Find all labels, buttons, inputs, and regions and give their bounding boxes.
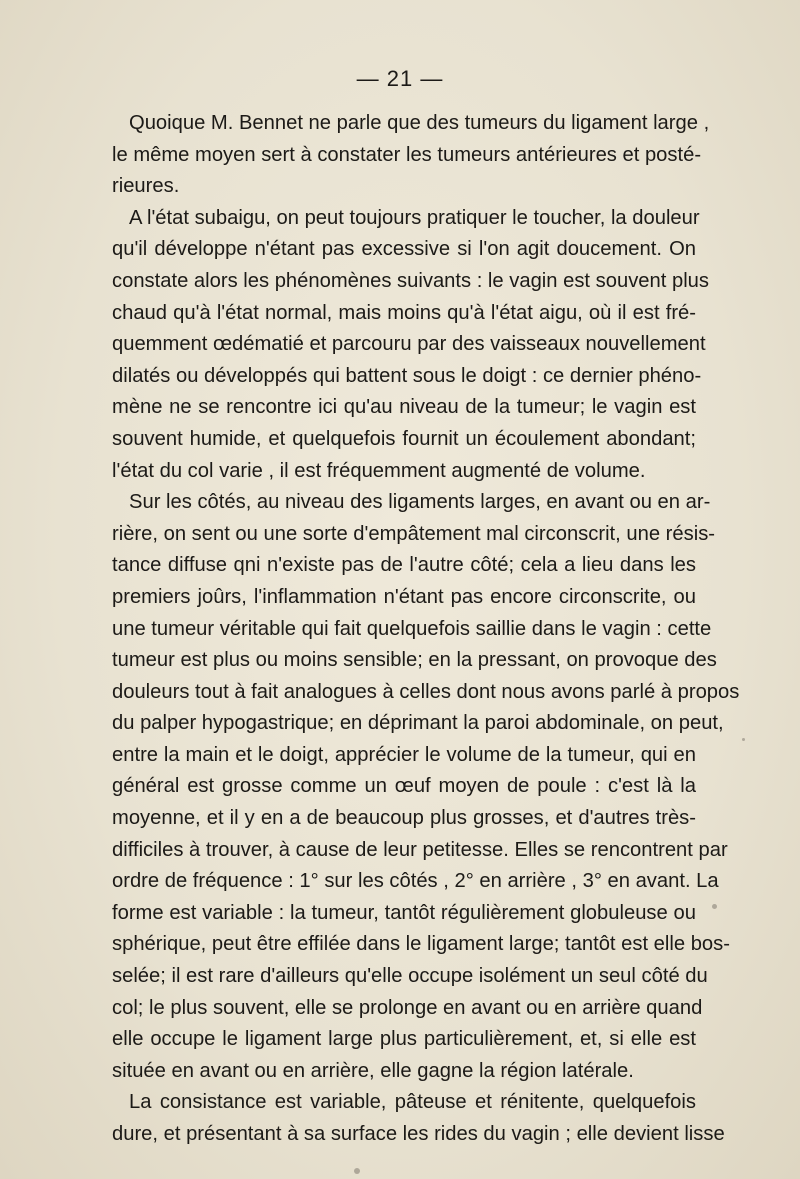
text-line: rière, on sent ou une sorte d'empâtement mal circonscrit, une résis- bbox=[112, 522, 716, 545]
text-line: Sur les côtés, au niveau des ligaments larges, en avant ou en ar- bbox=[129, 491, 711, 514]
text-line: dure, et présentant à sa surface les rides du vagin ; elle devient lisse bbox=[112, 1123, 725, 1145]
text-line: entre la main et le doigt, apprécier le volume de la tumeur, qui en bbox=[112, 743, 696, 766]
text-line: premiers joûrs, l'inflammation n'étant pas encore circonscrite, ou bbox=[112, 585, 696, 608]
text-line: douleurs tout à fait analogues à celles dont nous avons parlé à propos bbox=[112, 680, 740, 703]
paper-speck bbox=[354, 1168, 360, 1174]
text-line: une tumeur véritable qui fait quelquefois saillie dans le vagin : cette bbox=[112, 617, 712, 640]
text-line: rieures. bbox=[112, 175, 180, 198]
text-line: tumeur est plus ou moins sensible; en la pressant, on provoque des bbox=[112, 649, 717, 672]
text-line: général est grosse comme un œuf moyen de poule : c'est là la bbox=[112, 775, 696, 798]
text-line: l'état du col varie , il est fréquemment augmenté de volume. bbox=[112, 459, 646, 482]
text-line: Quoique M. Bennet ne parle que des tumeurs du ligament large , bbox=[129, 112, 710, 134]
text-line: dilatés ou développés qui battent sous le doigt : ce dernier phéno- bbox=[112, 364, 702, 387]
text-line: forme est variable : la tumeur, tantôt régulièrement globuleuse ou bbox=[112, 901, 696, 924]
text-line: souvent humide, et quelquefois fournit un écoulement abondant; bbox=[112, 427, 696, 450]
text-line: qu'il développe n'étant pas excessive si l'on agit doucement. On bbox=[112, 238, 696, 261]
text-line: constate alors les phénomènes suivants : le vagin est souvent plus bbox=[112, 269, 709, 292]
paper-speck bbox=[712, 904, 717, 909]
text-line: La consistance est variable, pâteuse et rénitente, quelquefois bbox=[129, 1091, 696, 1114]
body-text bbox=[112, 108, 740, 1151]
text-line: le même moyen sert à constater les tumeurs antérieures et posté- bbox=[112, 143, 702, 166]
text-line: chaud qu'à l'état normal, mais moins qu'à l'état aigu, où il est fré- bbox=[112, 301, 696, 324]
text-line: située en avant ou en arrière, elle gagne la région latérale. bbox=[112, 1059, 634, 1082]
text-line: elle occupe le ligament large plus particulièrement, et, si elle est bbox=[112, 1028, 696, 1051]
page-number: — 21 — bbox=[356, 66, 444, 91]
text-line: mène ne se rencontre ici qu'au niveau de la tumeur; le vagin est bbox=[112, 396, 696, 419]
text-line: du palper hypogastrique; en déprimant la paroi abdominale, on peut, bbox=[112, 712, 724, 735]
text-line: difficiles à trouver, à cause de leur petitesse. Elles se rencontrent par bbox=[112, 838, 728, 861]
text-line: col; le plus souvent, elle se prolonge en avant ou en arrière quand bbox=[112, 996, 703, 1019]
text-line: selée; il est rare d'ailleurs qu'elle occupe isolément un seul côté du bbox=[112, 965, 708, 988]
text-line: quemment œdématié et parcouru par des vaisseaux nouvellement bbox=[112, 333, 706, 356]
text-line: moyenne, et il y en a de beaucoup plus grosses, et d'autres très- bbox=[112, 807, 696, 830]
paper-speck bbox=[742, 738, 745, 741]
text-line: sphérique, peut être effilée dans le ligament large; tantôt est elle bos- bbox=[112, 933, 730, 956]
text-line: tance diffuse qni n'existe pas de l'autre côté; cela a lieu dans les bbox=[112, 554, 696, 577]
text-line: A l'état subaigu, on peut toujours pratiquer le toucher, la douleur bbox=[129, 206, 700, 229]
text-line: ordre de fréquence : 1° sur les côtés , 2° en arrière , 3° en avant. La bbox=[112, 870, 719, 893]
